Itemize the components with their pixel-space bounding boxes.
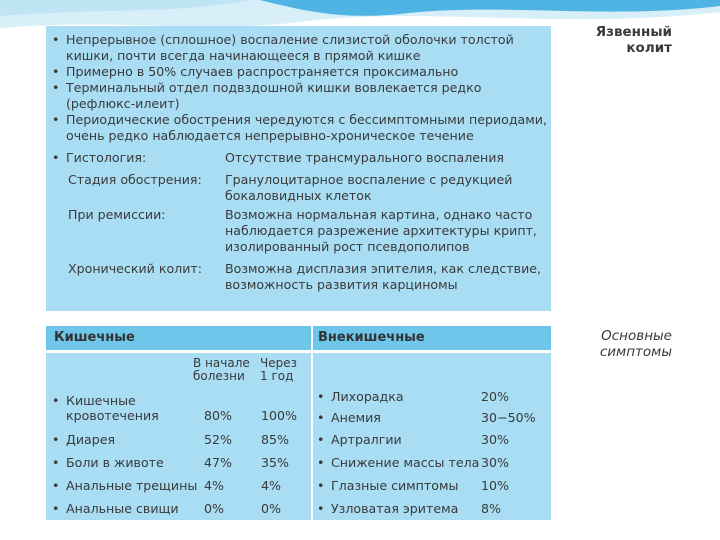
- stage-label: Стадия обострения:: [68, 172, 202, 187]
- table-row: • Кишечные кровотечения: [52, 393, 198, 423]
- histology-grid: [0, 150, 551, 310]
- percent-value: 30−50%: [481, 410, 536, 425]
- histology-label: • Гистология:: [52, 150, 146, 166]
- percent-value: 8%: [481, 501, 501, 516]
- bullet-item: • Терминальный отдел подвздошной кишки вовлекается редко (рефлюкс-илеит): [52, 80, 547, 112]
- later-value: 35%: [261, 455, 289, 470]
- intestinal-header: Кишечные: [46, 326, 311, 350]
- onset-value: 47%: [204, 455, 232, 470]
- table-row: • Артралгии: [317, 432, 402, 447]
- uc-bullet-list: [52, 32, 547, 144]
- onset-value: 52%: [204, 432, 232, 447]
- extraintestinal-header: Внекишечные: [313, 326, 551, 350]
- stage-value: Гранулоцитарное воспаление с редукцией бокаловидных клеток: [225, 172, 513, 203]
- percent-value: 20%: [481, 389, 509, 404]
- remission-label: При ремиссии:: [68, 207, 166, 222]
- onset-value: 4%: [204, 478, 224, 493]
- onset-value: 0%: [204, 501, 224, 516]
- percent-value: 10%: [481, 478, 509, 493]
- table-row: • Анальные свищи: [52, 501, 179, 516]
- col-onset-header: В начале болезни: [193, 356, 250, 383]
- percent-value: 30%: [481, 455, 509, 470]
- table-row: • Лихорадка: [317, 389, 404, 404]
- table-row: • Анальные трещины: [52, 478, 197, 493]
- table-row: • Боли в животе: [52, 455, 164, 470]
- later-value: 100%: [261, 408, 298, 423]
- table-row: • Узловатая эритема: [317, 501, 458, 516]
- col-later-header: Через 1 год: [260, 356, 297, 383]
- table-row: • Глазные симптомы: [317, 478, 458, 493]
- onset-value: 80%: [204, 408, 232, 423]
- extraintestinal-table: [313, 353, 551, 520]
- table-row: • Снижение массы тела: [317, 455, 479, 470]
- table-row: • Диарея: [52, 432, 115, 447]
- chronic-value: Возможна дисплазия эпителия, как следствие, возможность развития карциномы: [225, 261, 542, 292]
- chronic-label: Хронический колит:: [68, 261, 202, 276]
- later-value: 0%: [261, 501, 281, 516]
- percent-value: 30%: [481, 432, 509, 447]
- bullet-item: • Непрерывное (сплошное) воспаление слизистой оболочки толстой кишки, почти всегда начинающееся в прямой кишке: [52, 32, 547, 64]
- section-title-uc: Язвенный колит: [595, 24, 672, 56]
- histology-value: Отсутствие трансмурального воспаления: [225, 150, 504, 165]
- later-value: 85%: [261, 432, 289, 447]
- section-title-symptoms: Основные симптомы: [599, 328, 672, 360]
- intestinal-table: [46, 353, 311, 520]
- remission-value: Возможна нормальная картина, однако часто наблюдается разрежение архитектуры крипт, изолированный рост псевдополипов: [225, 207, 537, 254]
- later-value: 4%: [261, 478, 281, 493]
- bullet-item: • Примерно в 50% случаев распространяется проксимально: [52, 64, 547, 80]
- bullet-item: • Периодические обострения чередуются с бессимптомными периодами, очень редко наблюдается непрерывно-хроническое течение: [52, 112, 547, 144]
- table-row: • Анемия: [317, 410, 381, 425]
